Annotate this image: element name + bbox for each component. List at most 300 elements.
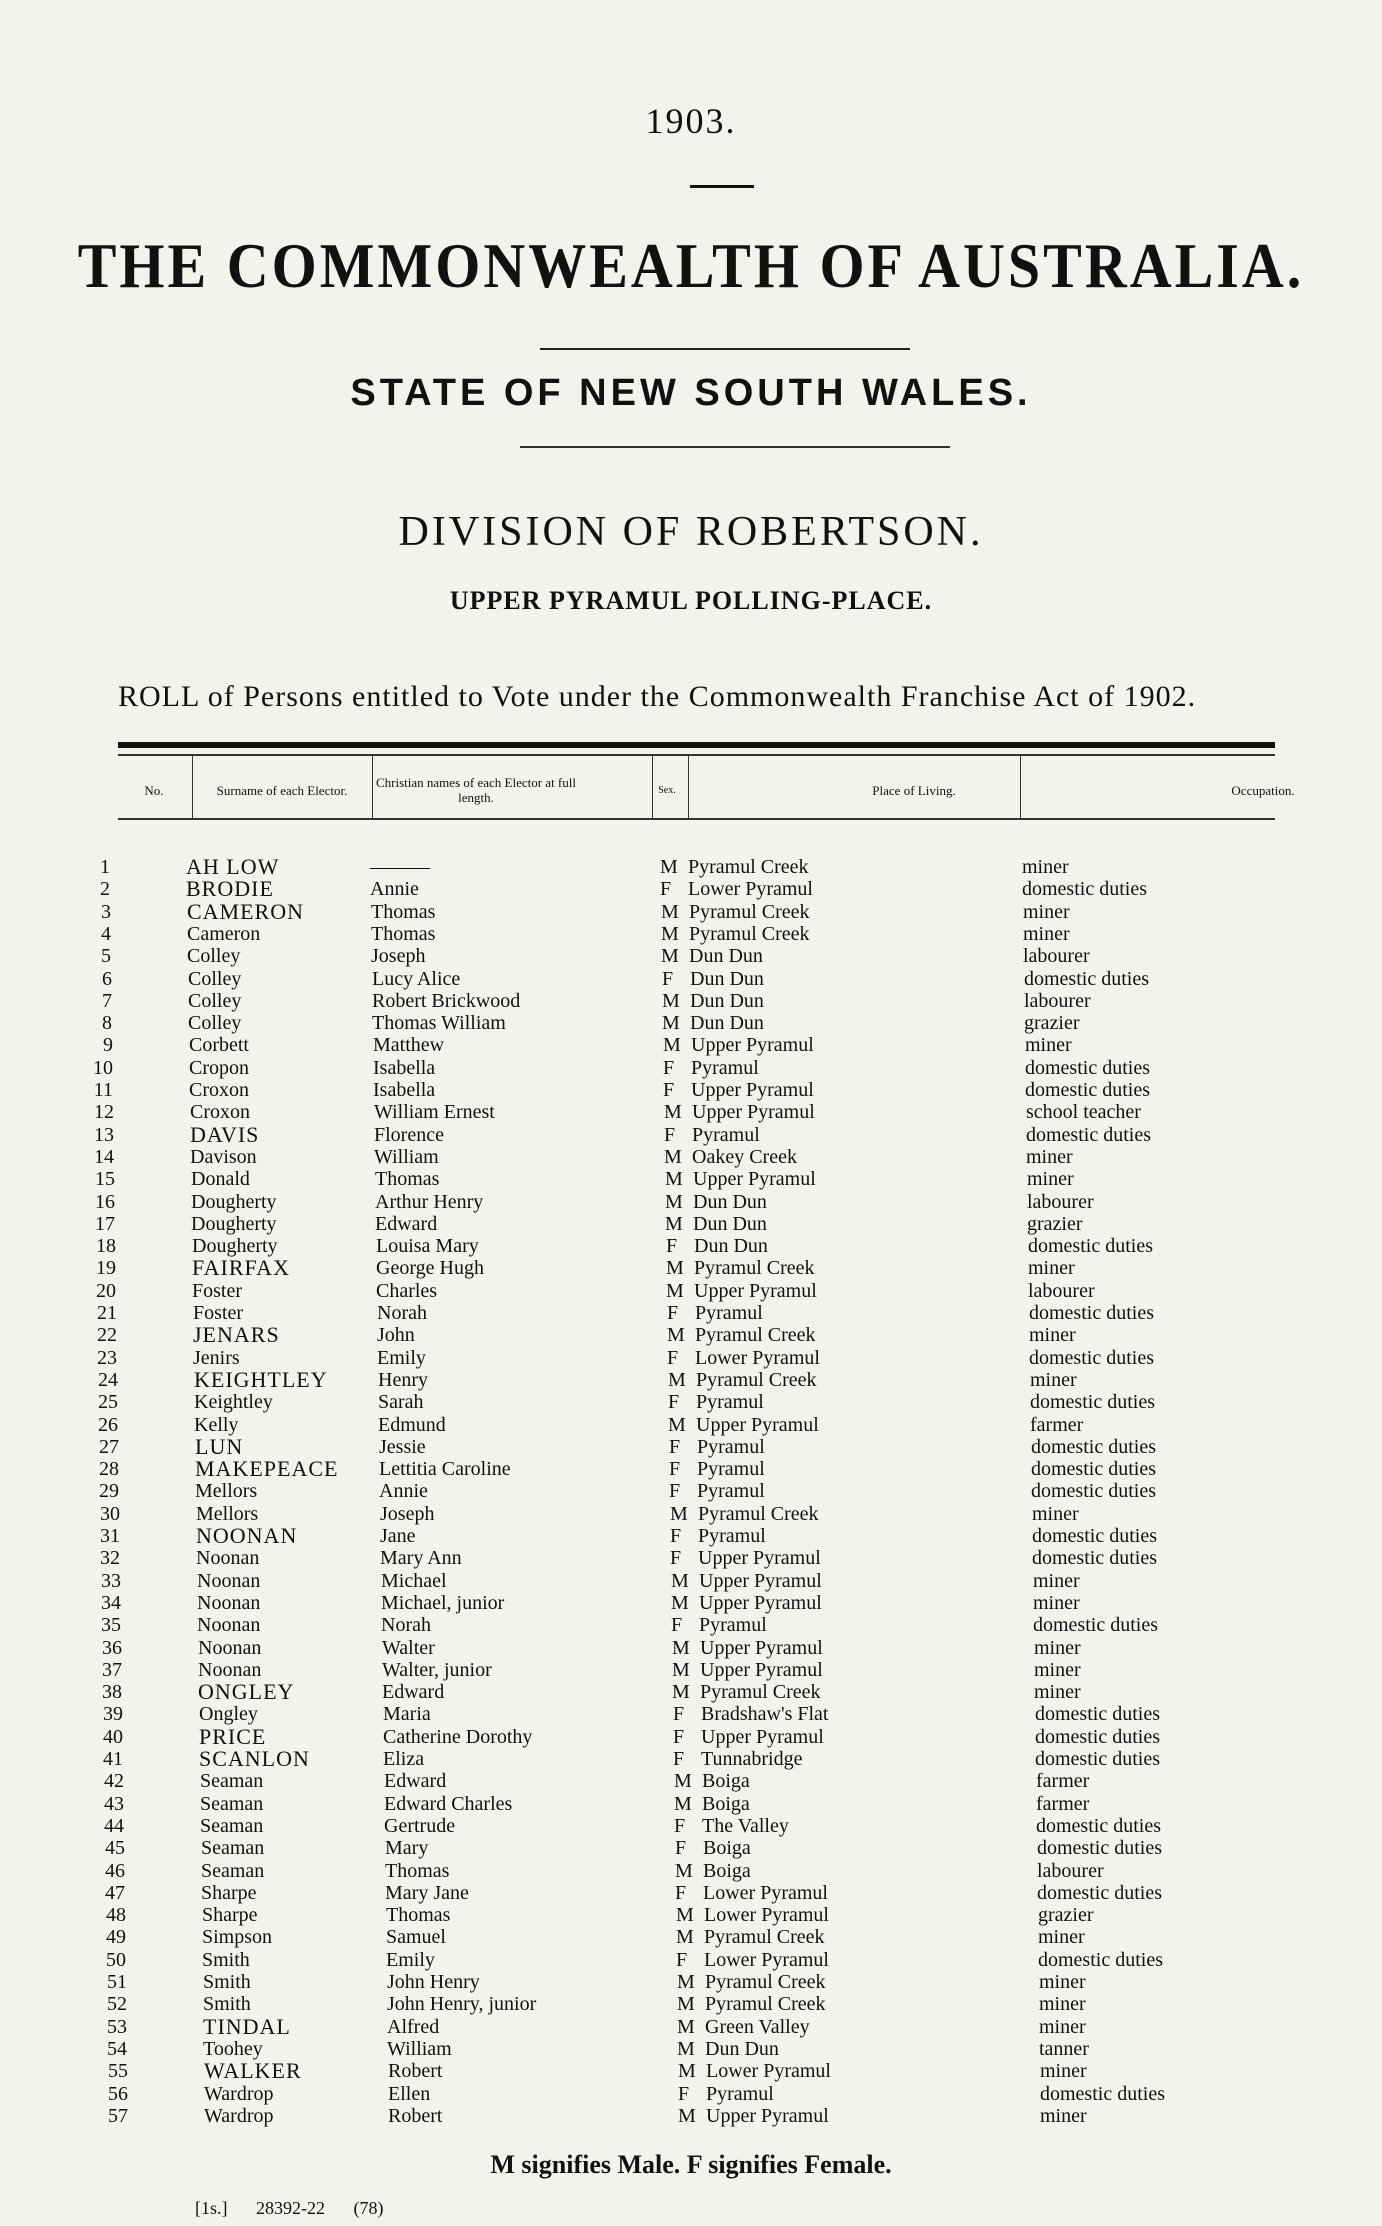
elector-sex: M (671, 1570, 689, 1592)
elector-christian-names: Walter (382, 1637, 435, 1659)
elector-number: 6 (102, 968, 112, 990)
elector-sex: F (666, 1235, 678, 1257)
elector-christian-names: Annie (370, 878, 419, 900)
elector-sex: M (677, 2016, 695, 2038)
table-row (0, 1547, 1382, 1569)
elector-number: 43 (104, 1793, 124, 1815)
table-row (0, 1280, 1382, 1302)
elector-christian-names: William (387, 2038, 452, 2060)
elector-number: 36 (102, 1637, 122, 1659)
table-row (0, 1703, 1382, 1725)
elector-occupation: miner (1033, 1570, 1080, 1592)
elector-number: 44 (104, 1815, 124, 1837)
elector-surname: DAVIS (190, 1122, 260, 1147)
elector-surname: Corbett (189, 1034, 249, 1056)
elector-christian-names: Joseph (380, 1503, 435, 1525)
table-row (0, 2016, 1382, 2038)
elector-place-of-living: Dun Dun (705, 2038, 779, 2060)
elector-christian-names: Mary (385, 1837, 429, 1859)
elector-occupation: labourer (1023, 945, 1090, 967)
elector-sex: M (672, 1637, 690, 1659)
table-row (0, 1681, 1382, 1703)
elector-place-of-living: Pyramul Creek (688, 856, 809, 878)
elector-occupation: domestic duties (1029, 1302, 1154, 1324)
elector-sex: F (674, 1815, 686, 1837)
elector-place-of-living: Lower Pyramul (704, 1904, 829, 1926)
elector-place-of-living: Upper Pyramul (693, 1168, 816, 1190)
elector-occupation: domestic duties (1037, 1837, 1162, 1859)
elector-christian-names: Emily (377, 1347, 426, 1369)
column-divider (192, 756, 193, 820)
elector-christian-names: Sarah (378, 1391, 424, 1413)
elector-place-of-living: Bradshaw's Flat (701, 1703, 829, 1725)
elector-number: 22 (97, 1324, 117, 1346)
elector-occupation: farmer (1036, 1793, 1090, 1815)
elector-place-of-living: Upper Pyramul (700, 1637, 823, 1659)
table-row (0, 1525, 1382, 1547)
elector-sex: M (674, 1793, 692, 1815)
elector-place-of-living: Boiga (703, 1837, 751, 1859)
elector-christian-names: Norah (377, 1302, 427, 1324)
elector-christian-names: Mary Jane (385, 1882, 469, 1904)
elector-place-of-living: Dun Dun (693, 1213, 767, 1235)
year-heading: 1903. (645, 101, 737, 141)
table-row (0, 1414, 1382, 1436)
table-row (0, 1815, 1382, 1837)
elector-place-of-living: Upper Pyramul (701, 1726, 824, 1748)
elector-number: 40 (103, 1726, 123, 1748)
divider (690, 185, 754, 188)
elector-place-of-living: Upper Pyramul (706, 2105, 829, 2127)
elector-sex: M (678, 2060, 696, 2082)
elector-occupation: grazier (1038, 1904, 1094, 1926)
elector-christian-names: Edward (384, 1770, 447, 1792)
elector-sex: M (668, 1414, 686, 1436)
elector-surname: Colley (188, 1012, 242, 1034)
column-divider (1020, 756, 1021, 820)
elector-place-of-living: Upper Pyramul (698, 1547, 821, 1569)
elector-occupation: miner (1030, 1369, 1077, 1391)
elector-christian-names: Arthur Henry (375, 1191, 484, 1213)
elector-number: 29 (99, 1480, 119, 1502)
column-divider (652, 756, 653, 820)
elector-surname: CAMERON (187, 899, 305, 924)
elector-place-of-living: Dun Dun (690, 968, 764, 990)
divider (540, 348, 910, 350)
elector-sex: M (674, 1770, 692, 1792)
elector-occupation: miner (1040, 2060, 1087, 2082)
table-row (0, 878, 1382, 900)
elector-number: 35 (101, 1614, 121, 1636)
elector-surname: Noonan (197, 1614, 261, 1636)
elector-surname: Kelly (194, 1414, 239, 1436)
elector-surname: PRICE (199, 1724, 267, 1749)
elector-surname: Davison (190, 1146, 257, 1168)
elector-number: 9 (103, 1034, 113, 1056)
elector-number: 37 (102, 1659, 122, 1681)
elector-place-of-living: Lower Pyramul (704, 1949, 829, 1971)
table-rule (118, 818, 1275, 820)
elector-surname: Noonan (197, 1592, 261, 1614)
elector-surname: Seaman (200, 1770, 264, 1792)
elector-occupation: domestic duties (1038, 1949, 1163, 1971)
elector-sex: F (673, 1748, 685, 1770)
elector-sex: F (663, 1057, 675, 1079)
elector-occupation: domestic duties (1037, 1882, 1162, 1904)
elector-place-of-living: Lower Pyramul (695, 1347, 820, 1369)
elector-number: 25 (98, 1391, 118, 1413)
elector-surname: Seaman (201, 1837, 265, 1859)
elector-number: 19 (96, 1257, 116, 1279)
elector-occupation: domestic duties (1025, 1057, 1150, 1079)
elector-surname: Seaman (200, 1793, 264, 1815)
elector-surname: BRODIE (186, 876, 274, 901)
elector-occupation: domestic duties (1036, 1815, 1161, 1837)
column-divider (372, 756, 373, 820)
elector-surname: Cameron (187, 923, 261, 945)
elector-place-of-living: The Valley (702, 1815, 789, 1837)
elector-christian-names: Thomas (385, 1860, 450, 1882)
elector-number: 27 (99, 1436, 119, 1458)
elector-occupation: miner (1039, 1971, 1086, 1993)
elector-christian-names: Thomas (386, 1904, 451, 1926)
elector-surname: Croxon (189, 1079, 249, 1101)
elector-place-of-living: Pyramul Creek (700, 1681, 821, 1703)
elector-place-of-living: Pyramul (692, 1124, 760, 1146)
elector-surname: Noonan (197, 1570, 261, 1592)
elector-christian-names: Emily (386, 1949, 435, 1971)
elector-occupation: domestic duties (1031, 1480, 1156, 1502)
elector-surname: Cropon (189, 1057, 249, 1079)
elector-number: 41 (103, 1748, 123, 1770)
elector-sex: F (669, 1480, 681, 1502)
elector-place-of-living: Pyramul Creek (705, 1971, 826, 1993)
elector-number: 56 (108, 2083, 128, 2105)
elector-occupation: domestic duties (1030, 1391, 1155, 1413)
elector-surname: TINDAL (203, 2014, 291, 2039)
elector-surname: Smith (202, 1949, 250, 1971)
elector-surname: Jenirs (193, 1347, 240, 1369)
elector-christian-names: Florence (374, 1124, 444, 1146)
table-row (0, 945, 1382, 967)
elector-christian-names: William Ernest (374, 1101, 495, 1123)
table-row (0, 1993, 1382, 2015)
elector-christian-names: Edward (382, 1681, 445, 1703)
elector-number: 31 (100, 1525, 120, 1547)
elector-place-of-living: Pyramul (697, 1436, 765, 1458)
elector-sex: F (667, 1347, 679, 1369)
elector-place-of-living: Pyramul Creek (698, 1503, 819, 1525)
table-row (0, 1369, 1382, 1391)
elector-sex: F (660, 878, 672, 900)
table-row (0, 1726, 1382, 1748)
elector-occupation: labourer (1027, 1191, 1094, 1213)
elector-number: 15 (95, 1168, 115, 1190)
elector-place-of-living: Lower Pyramul (706, 2060, 831, 2082)
elector-christian-names: Thomas (371, 901, 436, 923)
elector-sex: F (670, 1547, 682, 1569)
elector-surname: Croxon (190, 1101, 250, 1123)
elector-occupation: domestic duties (1028, 1235, 1153, 1257)
elector-occupation: miner (1028, 1257, 1075, 1279)
table-row (0, 1570, 1382, 1592)
elector-place-of-living: Pyramul Creek (704, 1926, 825, 1948)
elector-place-of-living: Pyramul (696, 1391, 764, 1413)
elector-surname: WALKER (204, 2058, 302, 2083)
elector-surname: Dougherty (192, 1235, 278, 1257)
header-occupation: Occupation. (1231, 782, 1295, 798)
elector-place-of-living: Upper Pyramul (691, 1034, 814, 1056)
elector-sex: M (661, 901, 679, 923)
table-row (0, 2038, 1382, 2060)
elector-place-of-living: Upper Pyramul (691, 1079, 814, 1101)
elector-christian-names: Eliza (383, 1748, 425, 1770)
elector-sex: F (675, 1837, 687, 1859)
elector-number: 45 (105, 1837, 125, 1859)
elector-occupation: miner (1034, 1637, 1081, 1659)
elector-number: 26 (98, 1414, 118, 1436)
elector-christian-names: Michael (381, 1570, 447, 1592)
elector-number: 1 (100, 856, 110, 878)
elector-number: 42 (104, 1770, 124, 1792)
division-heading: DIVISION OF ROBERTSON. (398, 509, 984, 555)
elector-number: 16 (95, 1191, 115, 1213)
elector-sex: F (671, 1614, 683, 1636)
table-row (0, 1614, 1382, 1636)
elector-number: 48 (106, 1904, 126, 1926)
elector-sex: F (668, 1391, 680, 1413)
elector-occupation: labourer (1037, 1860, 1104, 1882)
elector-surname: Keightley (194, 1391, 273, 1413)
sex-legend: M signifies Male. F signifies Female. (490, 2150, 892, 2179)
elector-surname: Dougherty (191, 1191, 277, 1213)
elector-occupation: miner (1025, 1034, 1072, 1056)
elector-occupation: domestic duties (1033, 1614, 1158, 1636)
elector-surname: Foster (193, 1302, 243, 1324)
elector-surname: SCANLON (199, 1746, 310, 1771)
elector-sex: M (661, 923, 679, 945)
elector-number: 2 (100, 878, 110, 900)
elector-occupation: labourer (1024, 990, 1091, 1012)
elector-occupation: domestic duties (1031, 1436, 1156, 1458)
elector-place-of-living: Pyramul (706, 2083, 774, 2105)
table-row (0, 1458, 1382, 1480)
elector-sex: M (662, 990, 680, 1012)
elector-number: 34 (101, 1592, 121, 1614)
elector-occupation: farmer (1030, 1414, 1084, 1436)
elector-sex: M (670, 1503, 688, 1525)
elector-sex: M (664, 1146, 682, 1168)
elector-sex: M (677, 1993, 695, 2015)
elector-christian-names: Isabella (373, 1057, 436, 1079)
elector-place-of-living: Upper Pyramul (699, 1592, 822, 1614)
elector-number: 52 (107, 1993, 127, 2015)
elector-occupation: grazier (1027, 1213, 1083, 1235)
elector-number: 46 (105, 1860, 125, 1882)
elector-surname: Foster (192, 1280, 242, 1302)
elector-place-of-living: Tunnabridge (701, 1748, 803, 1770)
elector-surname: Noonan (196, 1547, 260, 1569)
elector-sex: F (673, 1726, 685, 1748)
elector-surname: Toohey (203, 2038, 263, 2060)
elector-number: 12 (94, 1101, 114, 1123)
elector-sex: M (676, 1926, 694, 1948)
table-row (0, 1347, 1382, 1369)
elector-surname: Wardrop (204, 2105, 274, 2127)
elector-occupation: grazier (1024, 1012, 1080, 1034)
elector-number: 53 (107, 2016, 127, 2038)
elector-place-of-living: Pyramul (695, 1302, 763, 1324)
elector-surname: Smith (203, 1993, 251, 2015)
elector-sex: M (663, 1034, 681, 1056)
elector-number: 50 (106, 1949, 126, 1971)
elector-place-of-living: Pyramul (691, 1057, 759, 1079)
elector-sex: M (666, 1257, 684, 1279)
table-row (0, 1592, 1382, 1614)
elector-occupation: domestic duties (1031, 1458, 1156, 1480)
elector-occupation: miner (1023, 901, 1070, 923)
elector-christian-names: Edward (375, 1213, 438, 1235)
elector-occupation: miner (1033, 1592, 1080, 1614)
elector-number: 13 (94, 1124, 114, 1146)
table-row (0, 1904, 1382, 1926)
elector-sex: M (664, 1101, 682, 1123)
elector-place-of-living: Pyramul Creek (689, 901, 810, 923)
elector-christian-names: Louisa Mary (376, 1235, 479, 1257)
table-row (0, 1436, 1382, 1458)
page-title: THE COMMONWEALTH OF AUSTRALIA. (77, 229, 1305, 302)
elector-occupation: miner (1032, 1503, 1079, 1525)
table-row (0, 1324, 1382, 1346)
table-row (0, 923, 1382, 945)
elector-christian-names: Thomas (375, 1168, 440, 1190)
header-christian-names: Christian names of each Elector at full length. (376, 775, 576, 805)
elector-christian-names: Thomas William (372, 1012, 506, 1034)
elector-surname: Sharpe (201, 1882, 257, 1904)
elector-sex: M (665, 1191, 683, 1213)
table-row (0, 1926, 1382, 1948)
table-row (0, 1503, 1382, 1525)
elector-christian-names: Joseph (371, 945, 426, 967)
elector-surname: Noonan (198, 1659, 262, 1681)
elector-surname: Mellors (196, 1503, 259, 1525)
table-row (0, 1882, 1382, 1904)
elector-christian-names: Catherine Dorothy (383, 1726, 533, 1748)
elector-surname: Sharpe (202, 1904, 258, 1926)
elector-place-of-living: Pyramul Creek (689, 923, 810, 945)
elector-occupation: miner (1039, 2016, 1086, 2038)
elector-occupation: domestic duties (1026, 1124, 1151, 1146)
elector-christian-names: Lettitia Caroline (379, 1458, 511, 1480)
elector-sex: M (660, 856, 678, 878)
elector-occupation: domestic duties (1032, 1547, 1157, 1569)
elector-occupation: miner (1029, 1324, 1076, 1346)
elector-number: 54 (107, 2038, 127, 2060)
table-row (0, 1480, 1382, 1502)
elector-place-of-living: Boiga (703, 1860, 751, 1882)
elector-christian-names: Norah (381, 1614, 431, 1636)
column-divider (688, 756, 689, 820)
elector-surname: Wardrop (204, 2083, 274, 2105)
table-row (0, 1079, 1382, 1101)
elector-christian-names: Samuel (386, 1926, 446, 1948)
divider (520, 446, 950, 448)
elector-christian-names: Henry (378, 1369, 428, 1391)
elector-number: 57 (108, 2105, 128, 2127)
elector-number: 28 (99, 1458, 119, 1480)
elector-christian-names: Thomas (371, 923, 436, 945)
table-row (0, 2105, 1382, 2127)
table-row (0, 1793, 1382, 1815)
printer-imprint: [1s.] 28392-22 (78) (195, 2198, 384, 2218)
elector-christian-names: Jane (380, 1525, 416, 1547)
elector-sex: M (676, 1904, 694, 1926)
elector-surname: Mellors (195, 1480, 258, 1502)
elector-sex: F (663, 1079, 675, 1101)
elector-occupation: miner (1034, 1681, 1081, 1703)
elector-sex: M (675, 1860, 693, 1882)
elector-christian-names: Robert Brickwood (372, 990, 521, 1012)
elector-sex: M (668, 1369, 686, 1391)
elector-place-of-living: Upper Pyramul (696, 1414, 819, 1436)
elector-sex: M (665, 1213, 683, 1235)
table-row (0, 1748, 1382, 1770)
polling-place-heading: UPPER PYRAMUL POLLING-PLACE. (449, 586, 933, 615)
elector-surname: FAIRFAX (192, 1255, 290, 1280)
elector-sex: F (673, 1703, 685, 1725)
elector-christian-names: William (374, 1146, 439, 1168)
elector-number: 51 (107, 1971, 127, 1993)
elector-surname: MAKEPEACE (195, 1456, 339, 1481)
elector-occupation: miner (1039, 1993, 1086, 2015)
elector-sex: M (672, 1681, 690, 1703)
elector-occupation: tanner (1039, 2038, 1089, 2060)
elector-occupation: miner (1034, 1659, 1081, 1681)
table-row (0, 1057, 1382, 1079)
table-row (0, 1302, 1382, 1324)
elector-place-of-living: Green Valley (705, 2016, 810, 2038)
elector-occupation: miner (1026, 1146, 1073, 1168)
elector-christian-names: George Hugh (376, 1257, 484, 1279)
elector-place-of-living: Pyramul (699, 1614, 767, 1636)
elector-number: 38 (102, 1681, 122, 1703)
elector-number: 21 (97, 1302, 117, 1324)
elector-number: 55 (108, 2060, 128, 2082)
table-row (0, 1860, 1382, 1882)
elector-number: 10 (93, 1057, 113, 1079)
elector-sex: F (669, 1458, 681, 1480)
elector-sex: M (671, 1592, 689, 1614)
elector-surname: Colley (187, 945, 241, 967)
elector-christian-names: Robert (388, 2060, 443, 2082)
elector-occupation: miner (1022, 856, 1069, 878)
elector-sex: F (670, 1525, 682, 1547)
elector-sex: F (664, 1124, 676, 1146)
table-row (0, 1124, 1382, 1146)
elector-sex: F (678, 2083, 690, 2105)
elector-place-of-living: Pyramul Creek (696, 1369, 817, 1391)
elector-number: 32 (100, 1547, 120, 1569)
elector-sex: M (677, 2038, 695, 2060)
roll-title: ROLL of Persons entitled to Vote under the Commonwealth Franchise Act of 1902. (118, 680, 1197, 713)
table-rule (118, 754, 1275, 756)
elector-occupation: miner (1040, 2105, 1087, 2127)
elector-place-of-living: Lower Pyramul (703, 1882, 828, 1904)
elector-place-of-living: Pyramul (697, 1458, 765, 1480)
elector-occupation: domestic duties (1022, 878, 1147, 900)
elector-place-of-living: Upper Pyramul (694, 1280, 817, 1302)
elector-surname: Colley (188, 990, 242, 1012)
